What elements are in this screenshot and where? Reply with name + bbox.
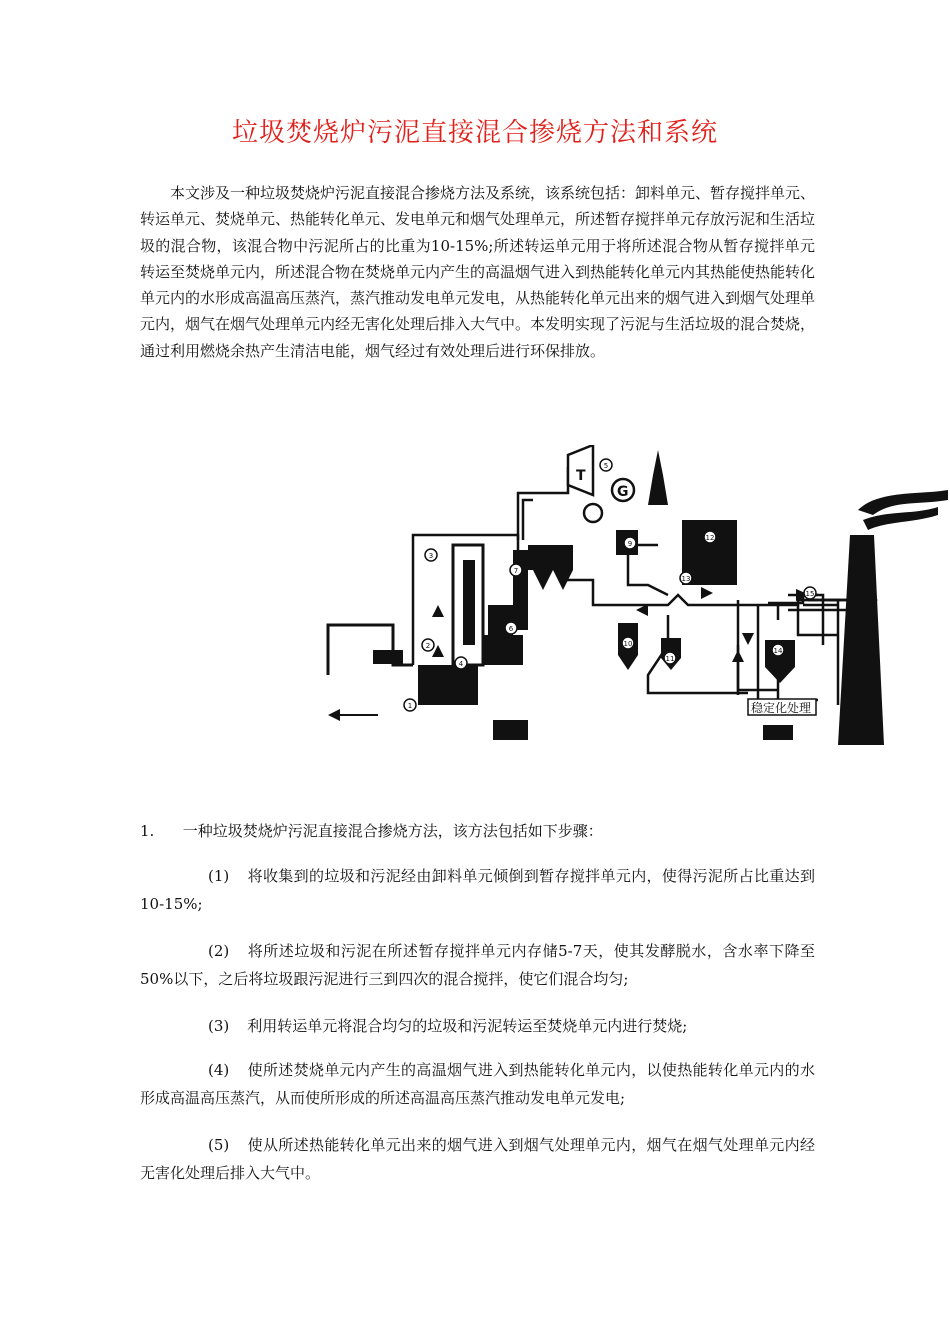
diagram-number-label: 11 bbox=[665, 655, 675, 663]
diagram-number-label: 4 bbox=[458, 660, 464, 668]
diagram-number-label: 12 bbox=[705, 534, 715, 542]
diagram-number-label: 10 bbox=[623, 640, 633, 648]
diagram-number-label: 3 bbox=[428, 552, 434, 560]
generator-letter: G bbox=[617, 484, 629, 500]
diagram-number-label: 13 bbox=[681, 575, 691, 583]
claim-intro bbox=[140, 820, 603, 841]
step-text: 将所述垃圾和污泥在所述暂存搅拌单元内存储5-7天，使其发酵脱水，含水率下降至50%以下，之后将垃圾跟污泥进行三到四次的混合搅拌，使它们混合均匀; bbox=[140, 942, 815, 988]
stabilize-label: 稳定化处理 bbox=[751, 701, 812, 715]
diagram-number-label: 7 bbox=[513, 567, 519, 575]
claim-step bbox=[140, 1012, 815, 1040]
abstract-paragraph: 本文涉及一种垃圾焚烧炉污泥直接混合掺烧方法及系统，该系统包括：卸料单元、暂存搅拌单元、转运单元、焚烧单元、热能转化单元、发电单元和烟气处理单元，所述暂存搅拌单元存放污泥和生活垃圾的混合物，该混合物中污泥所占的比重为10-15%;所述转运单元用于将所述混合物从暂存搅拌单元转运至焚烧单元内，所述混合物在焚烧单元内产生的高温烟气进入到热能转化单元内其热能使热能转化单元内的水形成高温高压蒸汽，蒸汽推动发电单元发电，从热能转化单元出来的烟气进入到烟气处理单元内，烟气在烟气处理单元内经无害化处理后排入大气中。本发明实现了污泥与生活垃圾的混合焚烧，通过利用燃烧余热产生清洁电能，烟气经过有效处理后进行环保排放。 bbox=[140, 184, 816, 360]
step-number: (4) bbox=[208, 1061, 230, 1079]
diagram-number-label: 2 bbox=[425, 642, 431, 650]
step-number: (3) bbox=[208, 1017, 230, 1035]
claim-step bbox=[140, 1056, 815, 1112]
diagram-number-label: 6 bbox=[508, 625, 514, 633]
document-title: 垃圾焚烧炉污泥直接混合掺烧方法和系统 bbox=[231, 118, 718, 148]
diagram-number-label: 5 bbox=[603, 462, 609, 470]
step-text: 将收集到的垃圾和污泥经由卸料单元倾倒到暂存搅拌单元内，使得污泥所占比重达到10-15%; bbox=[140, 867, 815, 913]
diagram-number-label: 15 bbox=[805, 590, 815, 598]
diagram-number-label: 1 bbox=[407, 702, 413, 710]
step-text: 使所述焚烧单元内产生的高温烟气进入到热能转化单元内，以使热能转化单元内的水形成高温高压蒸汽，从而使所形成的所述高温高压蒸汽推动发电单元发电; bbox=[140, 1061, 815, 1107]
claim-intro-text: 一种垃圾焚烧炉污泥直接混合掺烧方法，该方法包括如下步骤： bbox=[182, 822, 603, 840]
step-number: (1) bbox=[208, 867, 230, 885]
claim-step bbox=[140, 937, 815, 993]
turbine-letter: T bbox=[576, 468, 586, 484]
step-number: (2) bbox=[208, 942, 230, 960]
step-text: 利用转运单元将混合均匀的垃圾和污泥转运至焚烧单元内进行焚烧; bbox=[247, 1017, 688, 1035]
claim-number: 1. bbox=[140, 822, 155, 840]
process-flow-diagram bbox=[318, 445, 948, 750]
step-text: 使从所述热能转化单元出来的烟气进入到烟气处理单元内，烟气在烟气处理单元内经无害化处理后排入大气中。 bbox=[140, 1136, 815, 1182]
claim-step bbox=[140, 862, 815, 918]
diagram-number-label: 9 bbox=[627, 540, 633, 548]
diagram-number-label: 14 bbox=[773, 647, 783, 655]
claim-step bbox=[140, 1131, 815, 1187]
step-number: (5) bbox=[208, 1136, 230, 1154]
